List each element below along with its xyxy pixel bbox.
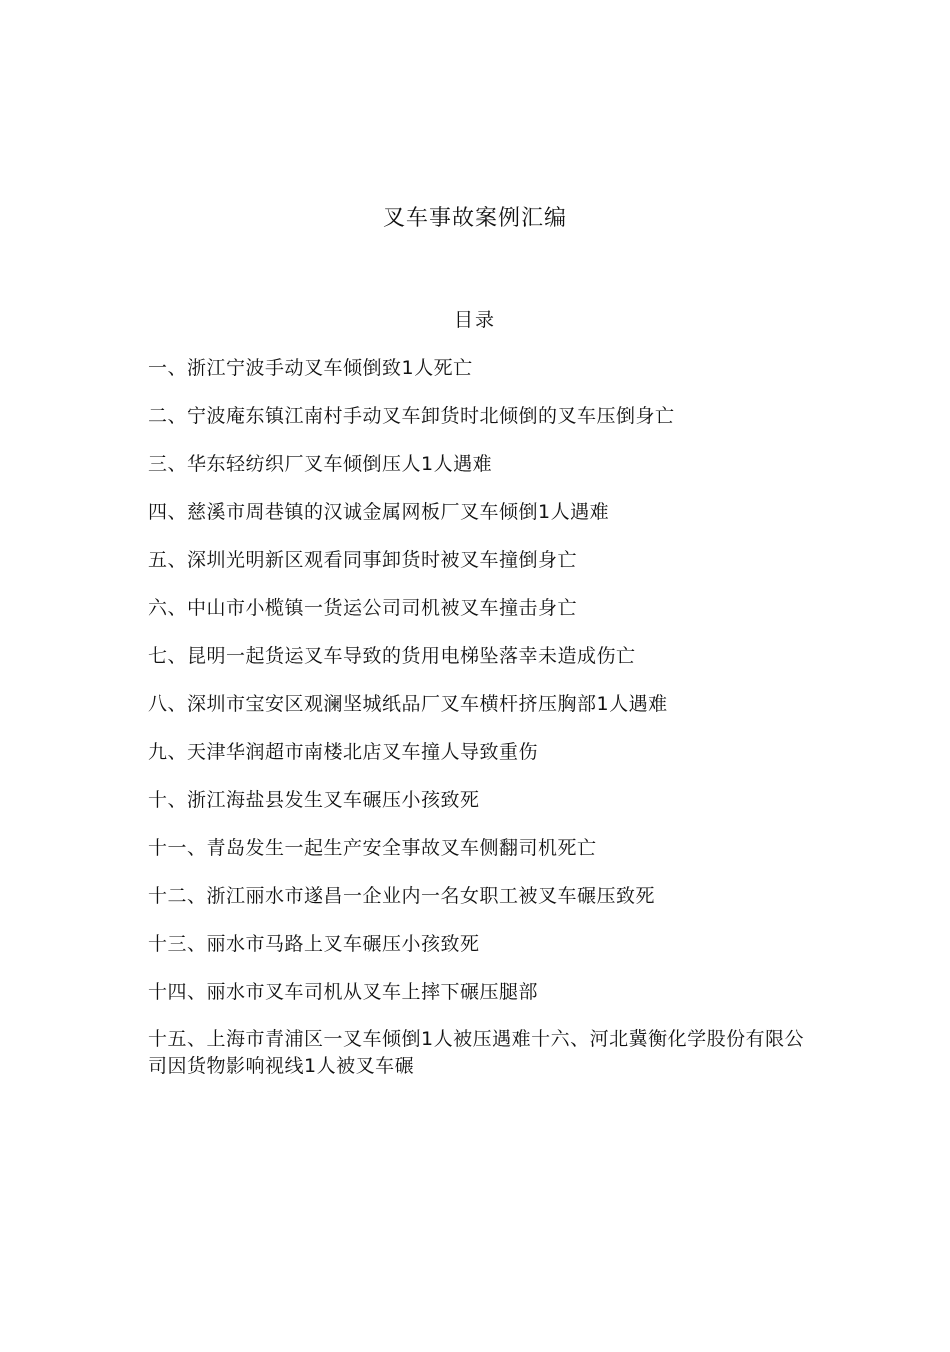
toc-item-13: 十三、丽水市马路上叉车碾压小孩致死 <box>148 933 480 955</box>
toc-item-1: 一、浙江宁波手动叉车倾倒致1人死亡 <box>148 357 473 379</box>
toc-heading: 目录 <box>453 309 496 331</box>
toc-item-8: 八、深圳市宝安区观澜坚城纸品厂叉车横杆挤压胸部1人遇难 <box>148 693 668 715</box>
toc-item-9: 九、天津华润超市南楼北店叉车撞人导致重伤 <box>148 741 539 763</box>
toc-list <box>148 354 818 1100</box>
toc-item-7: 七、昆明一起货运叉车导致的货用电梯坠落幸未造成伤亡 <box>148 645 636 667</box>
toc-item-14: 十四、丽水市叉车司机从叉车上摔下碾压腿部 <box>148 981 539 1003</box>
toc-item-6: 六、中山市小榄镇一货运公司司机被叉车撞击身亡 <box>148 597 578 619</box>
toc-item-10: 十、浙江海盐县发生叉车碾压小孩致死 <box>148 789 480 811</box>
toc-item-12: 十二、浙江丽水市遂昌一企业内一名女职工被叉车碾压致死 <box>148 885 656 907</box>
toc-item-2: 二、宁波庵东镇江南村手动叉车卸货时北倾倒的叉车压倒身亡 <box>148 405 675 427</box>
document-title: 叉车事故案例汇编 <box>382 206 567 231</box>
toc-item-5: 五、深圳光明新区观看同事卸货时被叉车撞倒身亡 <box>148 549 578 571</box>
toc-item-11: 十一、青岛发生一起生产安全事故叉车侧翻司机死亡 <box>148 837 597 859</box>
toc-item-15: 十五、上海市青浦区一叉车倾倒1人被压遇难十六、河北冀衡化学股份有限公司因货物影响视线1人被叉车碾 <box>148 1028 805 1077</box>
toc-item-3: 三、华东轻纺织厂叉车倾倒压人1人遇难 <box>148 453 493 475</box>
toc-item-4: 四、慈溪市周巷镇的汉诚金属网板厂叉车倾倒1人遇难 <box>148 501 610 523</box>
